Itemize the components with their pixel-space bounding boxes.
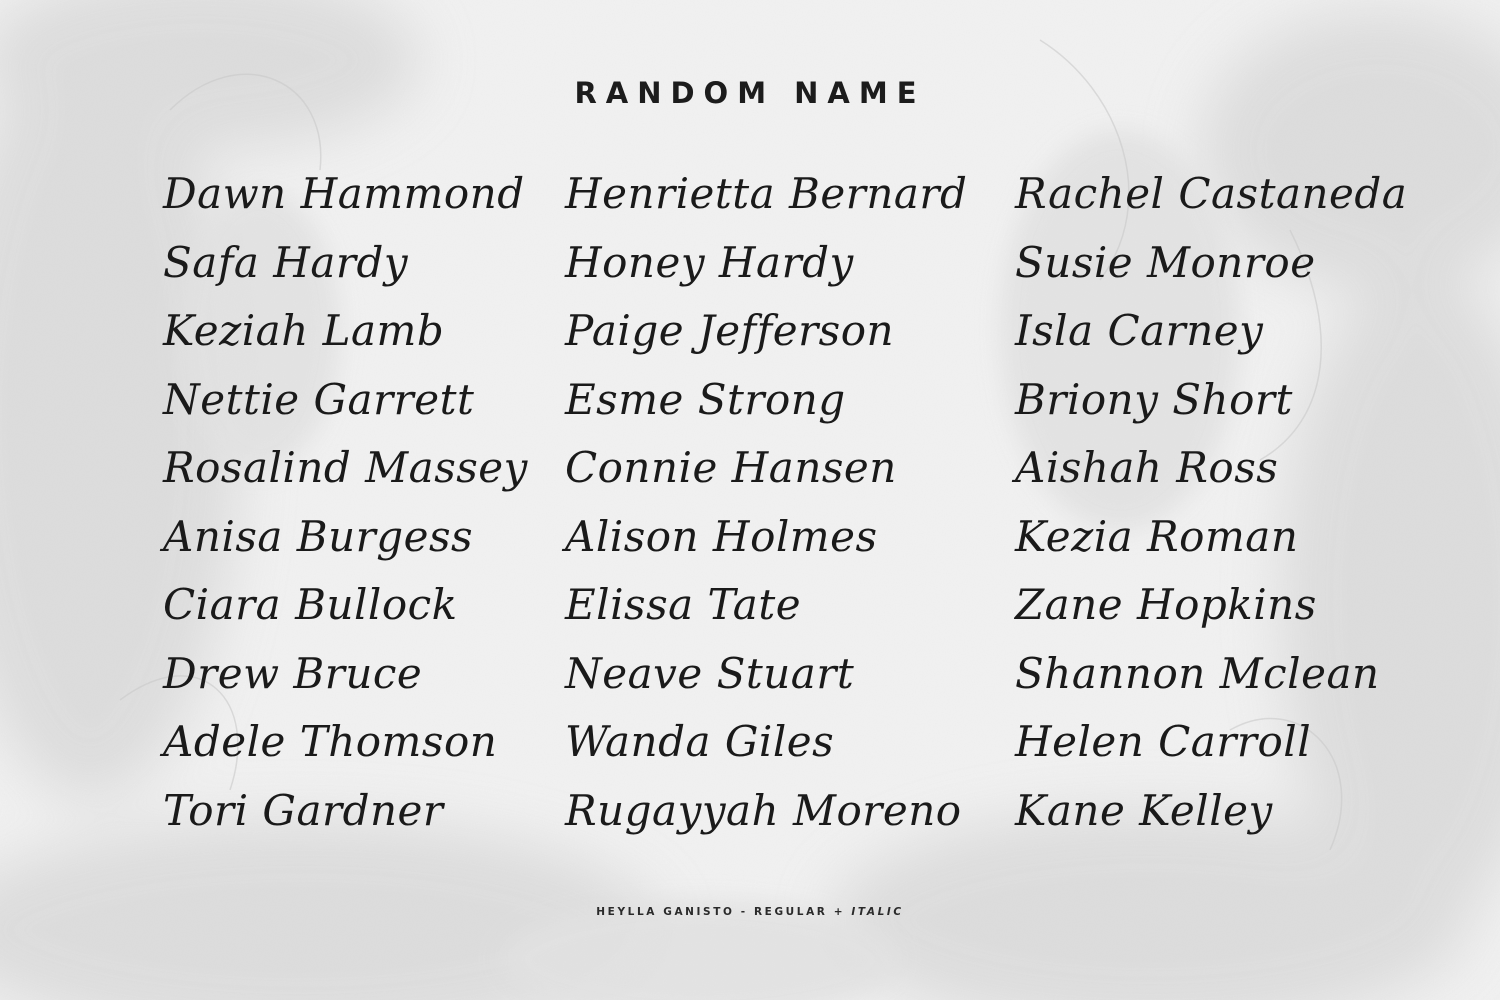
font-caption-italic: ITALIC	[851, 906, 904, 918]
name-item: Esme Strong	[565, 374, 846, 424]
name-item: Rugayyah Moreno	[565, 785, 962, 835]
name-item: Ciara Bullock	[163, 580, 458, 629]
name-item: Adele Thomson	[163, 717, 498, 766]
name-item: Henrietta Bernard	[565, 169, 968, 218]
name-item: Alison Holmes	[565, 511, 878, 561]
name-item: Keziah Lamb	[163, 306, 445, 355]
names-column-3	[1015, 160, 1407, 845]
page-title: RANDOM NAME	[574, 76, 926, 110]
name-item: Kane Kelley	[1015, 785, 1273, 835]
name-item: Isla Carney	[1015, 306, 1264, 355]
name-item: Drew Bruce	[163, 648, 423, 698]
name-item: Elissa Tate	[565, 580, 802, 629]
name-item: Tori Gardner	[163, 785, 444, 835]
name-item: Helen Carroll	[1015, 717, 1312, 766]
name-item: Dawn Hammond	[163, 169, 525, 218]
name-item: Susie Monroe	[1015, 237, 1316, 287]
name-item: Connie Hansen	[565, 443, 897, 492]
name-item: Wanda Giles	[565, 717, 835, 766]
name-item: Rachel Castaneda	[1015, 169, 1408, 218]
name-item: Briony Short	[1015, 374, 1293, 424]
name-item: Safa Hardy	[163, 237, 409, 287]
name-item: Shannon Mclean	[1015, 648, 1380, 698]
name-item: Zane Hopkins	[1015, 580, 1317, 629]
name-item: Aishah Ross	[1015, 443, 1279, 492]
names-column-1	[163, 160, 528, 845]
name-item: Honey Hardy	[565, 237, 854, 287]
name-item: Anisa Burgess	[163, 511, 474, 561]
name-item: Rosalind Massey	[163, 443, 528, 492]
font-caption-main: HEYLLA GANISTO - REGULAR +	[596, 906, 852, 918]
name-item: Paige Jefferson	[565, 306, 895, 355]
name-item: Kezia Roman	[1015, 511, 1299, 561]
name-item: Nettie Garrett	[163, 374, 475, 424]
names-column-2	[565, 160, 967, 845]
name-item: Neave Stuart	[565, 648, 855, 698]
font-caption	[0, 906, 1500, 918]
